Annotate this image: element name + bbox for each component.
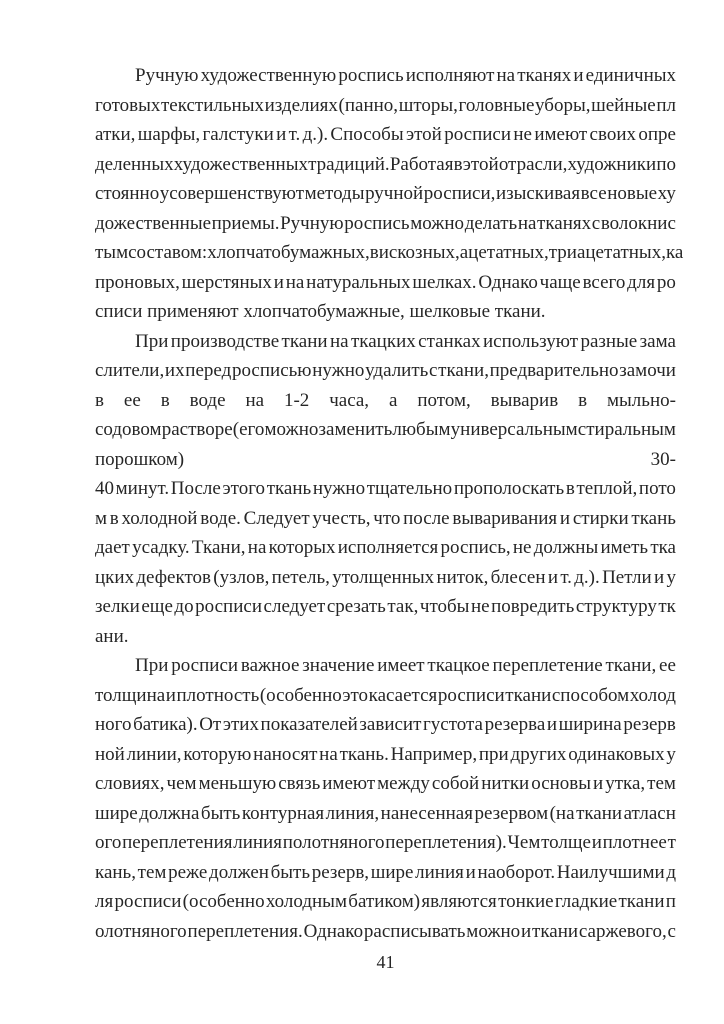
text-line: ной линии, которую наносят на ткань. Например, при других одинаковых у: [95, 743, 676, 765]
text-line: списи применяют хлопчатобумажные, шелковые ткани.: [95, 301, 546, 322]
paragraph: [95, 651, 676, 946]
paragraph: [95, 327, 676, 652]
text-line: олотняного переплетения. Однако расписывать можно и ткани саржевого, с: [95, 920, 676, 942]
text-line: толщина и плотность (особенно это касается росписи ткани способом холод: [95, 684, 676, 706]
text-line: дожественные приемы. Ручную роспись можно делать на тканях с волокнис: [95, 212, 676, 234]
text-line: Ручную художественную роспись исполняют на тканях и единичных: [135, 65, 676, 86]
text-line: тым составом: хлопчатобумажных, вискозных, ацетатных, триацетатных, ка: [95, 242, 684, 263]
text-line: ого переплетения линия полотняного переплетения). Чем толще и плотнее т: [95, 832, 676, 853]
text-line: цких дефектов (узлов, петель, утолщенных ниток, блесен и т. д.). Петли и у: [95, 566, 676, 588]
text-line: При производстве ткани на ткацких станках используют разные зама: [135, 330, 676, 352]
text-line: ного батика). От этих показателей зависит густота резерва и ширина резерв: [95, 714, 676, 735]
text-line: зелки еще до росписи следует срезать так, чтобы не повредить структуру тк: [95, 596, 676, 617]
text-block: [95, 61, 684, 946]
text-line: в ее в воде на 1-2 часа, а потом, выварив в мыльно-: [95, 389, 676, 411]
text-line: слители, их перед росписью нужно удалить с ткани, предварительно замочи: [95, 360, 676, 381]
text-line: дает усадку. Ткани, на которых исполняется роспись, не должны иметь тка: [95, 537, 676, 558]
paragraph: [95, 61, 684, 327]
text-line: деленных художественных традиций. Работая в этой отрасли, художники по: [95, 153, 676, 175]
text-line: 40 минут. После этого ткань нужно тщательно прополоскать в теплой, пото: [95, 478, 676, 499]
text-line: м в холодной воде. Следует учесть, что после вываривания и стирки ткань: [95, 507, 676, 529]
text-line: порошком) 30-: [95, 448, 676, 470]
text-line: стоянно усовершенствуют методы ручной росписи, изыскивая все новые ху: [95, 183, 676, 204]
text-line: содовом растворе (его можно заменить любым универсальным стиральным: [95, 419, 676, 440]
text-line: ани.: [95, 625, 129, 647]
text-line: кань, тем реже должен быть резерв, шире линия и наоборот. Наилучшими д: [95, 861, 676, 883]
text-line: шире должна быть контурная линия, нанесенная резервом (на ткани атласн: [95, 802, 676, 824]
text-line: атки, шарфы, галстуки и т. д.). Способы этой росписи не имеют своих опре: [95, 124, 676, 145]
text-line: При росписи важное значение имеет ткацкое переплетение ткани, ее: [135, 655, 676, 676]
page-number: 41: [376, 952, 395, 972]
text-line: ля росписи (особенно холодным батиком) являются тонкие гладкие ткани п: [95, 891, 676, 912]
text-line: словиях, чем меньшую связь имеют между собой нитки основы и утка, тем: [95, 773, 676, 794]
text-line: проновых, шерстяных и на натуральных шелках. Однако чаще всего для ро: [95, 271, 676, 293]
text-line: готовых текстильных изделиях (панно, шторы, головные уборы, шейные пл: [95, 94, 676, 116]
